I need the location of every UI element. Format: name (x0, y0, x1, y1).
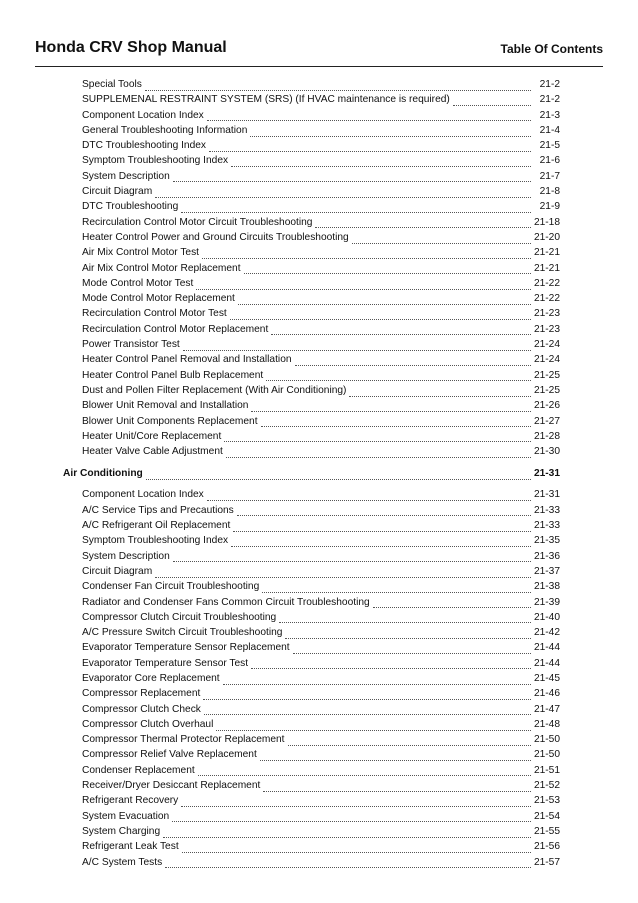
dot-leader (244, 264, 531, 274)
toc-entry[interactable] (82, 444, 560, 459)
toc-entry-label: SUPPLEMENAL RESTRAINT SYSTEM (SRS) (If HVAC maintenance is required) (82, 94, 450, 106)
toc-entry-label: Evaporator Core Replacement (82, 672, 220, 684)
toc-entry[interactable] (82, 184, 560, 199)
dot-leader (315, 218, 530, 228)
dot-leader (251, 402, 530, 412)
toc-entry-label: Recirculation Control Motor Test (82, 308, 227, 320)
dot-leader (238, 295, 531, 305)
dot-leader (216, 721, 531, 731)
toc-entry-page: 21-36 (533, 550, 560, 562)
toc-entry[interactable] (82, 398, 560, 413)
toc-entry-label: Special Tools (82, 79, 142, 90)
toc-entry-label: A/C Pressure Switch Circuit Troubleshooting (82, 627, 283, 639)
toc-entry-label: Heater Control Panel Bulb Replacement (82, 369, 264, 381)
toc-entry-page: 21-9 (539, 201, 560, 213)
dot-leader (202, 249, 531, 259)
dot-leader (198, 766, 531, 776)
toc-entry-page: 21-40 (533, 611, 560, 623)
dot-leader (155, 188, 531, 198)
toc-entry-label: Condenser Replacement (82, 764, 195, 776)
dot-leader (224, 432, 531, 442)
dot-leader (231, 537, 531, 547)
toc-entry-label: Compressor Relief Valve Replacement (82, 749, 257, 761)
toc-entry-label: Heater Control Panel Removal and Installation (82, 354, 292, 366)
toc-entry-label: A/C Refrigerant Oil Replacement (82, 520, 231, 532)
toc-entry[interactable] (82, 717, 560, 732)
toc-entry-label: Component Location Index (82, 109, 204, 121)
dot-leader (293, 644, 531, 654)
dot-leader (263, 782, 531, 792)
toc-entry-page: 21-50 (533, 734, 560, 746)
toc-entry[interactable] (82, 153, 560, 168)
toc-entry-page: 21-3 (539, 109, 560, 121)
toc-entry-page: 21-51 (533, 764, 560, 776)
toc-entry[interactable] (82, 108, 560, 123)
toc-entry-page: 21-24 (533, 354, 560, 366)
toc-entry-label: Power Transistor Test (82, 339, 180, 351)
toc-entry-page: 21-22 (533, 293, 560, 305)
dot-leader (237, 506, 531, 516)
dot-leader (288, 736, 531, 746)
toc-entry[interactable] (82, 793, 560, 808)
toc-entry-label: Blower Unit Components Replacement (82, 415, 258, 427)
toc-entry[interactable] (82, 261, 560, 276)
toc-entry-label: Dust and Pollen Filter Replacement (With Air Conditioning) (82, 384, 347, 396)
toc-entry-page: 21-2 (539, 79, 560, 90)
dot-leader (181, 797, 531, 807)
toc-entry-page: 21-46 (533, 688, 560, 700)
toc-entry-page: 21-25 (533, 369, 560, 381)
dot-leader (453, 96, 531, 106)
toc-entry[interactable] (82, 169, 560, 184)
toc-entry[interactable] (82, 199, 560, 214)
toc-entry-page: 21-44 (533, 657, 560, 669)
toc-entry[interactable] (82, 625, 560, 640)
toc-entry-page: 21-21 (533, 262, 560, 274)
toc-entry[interactable] (82, 518, 560, 533)
toc-entry-label: Evaporator Temperature Sensor Test (82, 657, 249, 669)
toc-entry[interactable] (82, 778, 560, 793)
toc-entry-page: 21-56 (533, 841, 560, 853)
toc-entry-label: Receiver/Dryer Desiccant Replacement (82, 780, 261, 792)
dot-leader (165, 858, 531, 868)
toc-entry[interactable] (82, 245, 560, 260)
dot-leader (209, 142, 531, 152)
toc-entry-label: Mode Control Motor Replacement (82, 293, 235, 305)
toc-entry-label: Recirculation Control Motor Circuit Troubleshooting (82, 216, 313, 228)
dot-leader (295, 356, 531, 366)
toc-entry-page: 21-31 (533, 489, 560, 501)
dot-leader (352, 234, 531, 244)
toc-entry-page: 21-57 (533, 856, 560, 868)
toc-entry-label: System Evacuation (82, 810, 170, 822)
toc-entry[interactable] (82, 809, 560, 824)
dot-leader (349, 387, 531, 397)
toc-entry-label: DTC Troubleshooting (82, 201, 179, 213)
toc-entry-page: 21-24 (533, 339, 560, 351)
toc-entry[interactable] (82, 533, 560, 548)
toc-entry-label: DTC Troubleshooting Index (82, 140, 207, 152)
toc-entry-page: 21-25 (533, 384, 560, 396)
toc-entry[interactable] (82, 656, 560, 671)
toc-entry-page: 21-21 (533, 247, 560, 259)
toc-entry[interactable] (82, 77, 560, 92)
toc-entry-page: 21-27 (533, 415, 560, 427)
toc-entry[interactable] (82, 549, 560, 564)
dot-leader (183, 341, 531, 351)
toc-entry-label: Air Mix Control Motor Test (82, 247, 199, 259)
dot-leader (173, 172, 531, 182)
toc-entry-label: Heater Unit/Core Replacement (82, 430, 222, 442)
toc-entry[interactable] (82, 671, 560, 686)
toc-entry[interactable] (82, 123, 560, 138)
toc-entry[interactable] (82, 503, 560, 518)
dot-leader (196, 280, 531, 290)
dot-leader (172, 812, 531, 822)
dot-leader (251, 659, 531, 669)
toc-entry[interactable] (82, 368, 560, 383)
manual-title: Honda CRV Shop Manual (35, 39, 227, 56)
dot-leader (279, 613, 531, 623)
toc-entry[interactable] (82, 579, 560, 594)
dot-leader (261, 417, 531, 427)
toc-entry-page: 21-42 (533, 627, 560, 639)
toc-entry-label: A/C Service Tips and Precautions (82, 504, 234, 516)
toc-entry-label: A/C System Tests (82, 856, 163, 868)
toc-entry-label: Circuit Diagram (82, 565, 153, 577)
toc-entry-page: 21-4 (539, 124, 560, 136)
toc-entry[interactable] (82, 855, 560, 870)
dot-leader (271, 325, 531, 335)
toc-entry[interactable] (82, 322, 560, 337)
toc-entry-page: 21-23 (533, 323, 560, 335)
dot-leader (260, 751, 531, 761)
toc-entry-page: 21-18 (533, 216, 560, 228)
dot-leader (233, 522, 531, 532)
toc-entry[interactable] (82, 763, 560, 778)
toc-entry[interactable] (82, 337, 560, 352)
dot-leader (231, 157, 531, 167)
toc-entry-page: 21-45 (533, 672, 560, 684)
toc-entry-label: Component Location Index (82, 489, 204, 501)
dot-leader (203, 690, 531, 700)
toc-entry-label: Mode Control Motor Test (82, 277, 194, 289)
toc-section-heading[interactable] (63, 465, 560, 482)
toc-entry[interactable] (82, 702, 560, 717)
toc-entry-label: General Troubleshooting Information (82, 124, 248, 136)
toc-entry-label: Air Conditioning (63, 468, 143, 480)
toc-entry[interactable] (82, 487, 560, 502)
toc-entry[interactable] (82, 640, 560, 655)
toc-entry-page: 21-26 (533, 400, 560, 412)
dot-leader (182, 843, 531, 853)
toc-entry-page: 21-55 (533, 825, 560, 837)
toc-entry[interactable] (82, 414, 560, 429)
table-of-contents (0, 77, 638, 870)
dot-leader (163, 828, 531, 838)
toc-entry-label: Compressor Thermal Protector Replacement (82, 734, 285, 746)
toc-entry-label: Compressor Clutch Circuit Troubleshooting (82, 611, 277, 623)
dot-leader (223, 675, 531, 685)
dot-leader (181, 203, 531, 213)
toc-entry[interactable] (82, 610, 560, 625)
toc-entry-label: System Description (82, 550, 170, 562)
dot-leader (285, 629, 531, 639)
toc-entry-label: Blower Unit Removal and Installation (82, 400, 249, 412)
toc-entry-page: 21-38 (533, 581, 560, 593)
toc-entry[interactable] (82, 686, 560, 701)
dot-leader (226, 448, 531, 458)
section-title: Table Of Contents (500, 42, 603, 56)
dot-leader (373, 598, 531, 608)
toc-entry[interactable] (82, 839, 560, 854)
dot-leader (250, 127, 531, 137)
dot-leader (204, 705, 531, 715)
toc-entry-page: 21-33 (533, 504, 560, 516)
toc-entry-label: Radiator and Condenser Fans Common Circuit Troubleshooting (82, 596, 370, 608)
toc-entry-label: Symptom Troubleshooting Index (82, 535, 229, 547)
toc-entry-page: 21-35 (533, 535, 560, 547)
toc-entry-label: Air Mix Control Motor Replacement (82, 262, 241, 274)
toc-entry-page: 21-44 (533, 642, 560, 654)
toc-entry[interactable] (82, 595, 560, 610)
toc-entry[interactable] (82, 306, 560, 321)
dot-leader (207, 111, 531, 121)
toc-entry-page: 21-54 (533, 810, 560, 822)
dot-leader (230, 310, 531, 320)
toc-entry-page: 21-5 (539, 140, 560, 152)
toc-entry-page: 21-53 (533, 795, 560, 807)
toc-entry[interactable] (82, 564, 560, 579)
toc-entry[interactable] (82, 824, 560, 839)
toc-entry-page: 21-28 (533, 430, 560, 442)
toc-entry-label: Refrigerant Leak Test (82, 841, 179, 853)
toc-entry-label: System Charging (82, 825, 161, 837)
toc-entry-page: 21-52 (533, 780, 560, 792)
toc-entry-label: Heater Valve Cable Adjustment (82, 446, 223, 458)
toc-entry-label: Evaporator Temperature Sensor Replacement (82, 642, 290, 654)
toc-entry-page: 21-37 (533, 565, 560, 577)
toc-entry-page: 21-30 (533, 446, 560, 458)
toc-entry-label: Compressor Replacement (82, 688, 201, 700)
dot-leader (207, 491, 531, 501)
toc-entry-label: Symptom Troubleshooting Index (82, 155, 229, 167)
toc-entry-page: 21-8 (539, 186, 560, 198)
toc-entry-label: Condenser Fan Circuit Troubleshooting (82, 581, 260, 593)
toc-entry-page: 21-22 (533, 277, 560, 289)
toc-entry-page: 21-20 (533, 231, 560, 243)
toc-entry-label: Heater Control Power and Ground Circuits Troubleshooting (82, 231, 349, 243)
dot-leader (146, 470, 531, 480)
dot-leader (266, 371, 531, 381)
toc-entry-page: 21-31 (533, 468, 560, 480)
toc-entry[interactable] (82, 291, 560, 306)
toc-entry[interactable] (82, 352, 560, 367)
toc-entry[interactable] (82, 138, 560, 153)
toc-entry-label: Refrigerant Recovery (82, 795, 179, 807)
toc-entry-page: 21-33 (533, 520, 560, 532)
toc-entry[interactable] (82, 92, 560, 107)
toc-entry[interactable] (82, 732, 560, 747)
toc-entry-label: System Description (82, 170, 170, 182)
toc-entry[interactable] (82, 747, 560, 762)
toc-entry-page: 21-23 (533, 308, 560, 320)
toc-entry-page: 21-6 (539, 155, 560, 167)
page-header (35, 36, 603, 67)
dot-leader (173, 552, 531, 562)
toc-entry-page: 21-2 (539, 94, 560, 106)
toc-entry-label: Circuit Diagram (82, 186, 153, 198)
toc-entry[interactable] (82, 429, 560, 444)
dot-leader (145, 81, 531, 91)
toc-entry-page: 21-50 (533, 749, 560, 761)
toc-entry-page: 21-47 (533, 703, 560, 715)
toc-entry-label: Recirculation Control Motor Replacement (82, 323, 269, 335)
toc-entry[interactable] (82, 276, 560, 291)
toc-entry[interactable] (82, 383, 560, 398)
toc-entry[interactable] (82, 215, 560, 230)
toc-entry[interactable] (82, 230, 560, 245)
toc-entry-label: Compressor Clutch Check (82, 703, 201, 715)
dot-leader (155, 568, 531, 578)
dot-leader (262, 583, 531, 593)
toc-entry-page: 21-39 (533, 596, 560, 608)
toc-entry-page: 21-7 (539, 170, 560, 182)
toc-entry-page: 21-48 (533, 718, 560, 730)
toc-entry-label: Compressor Clutch Overhaul (82, 718, 214, 730)
